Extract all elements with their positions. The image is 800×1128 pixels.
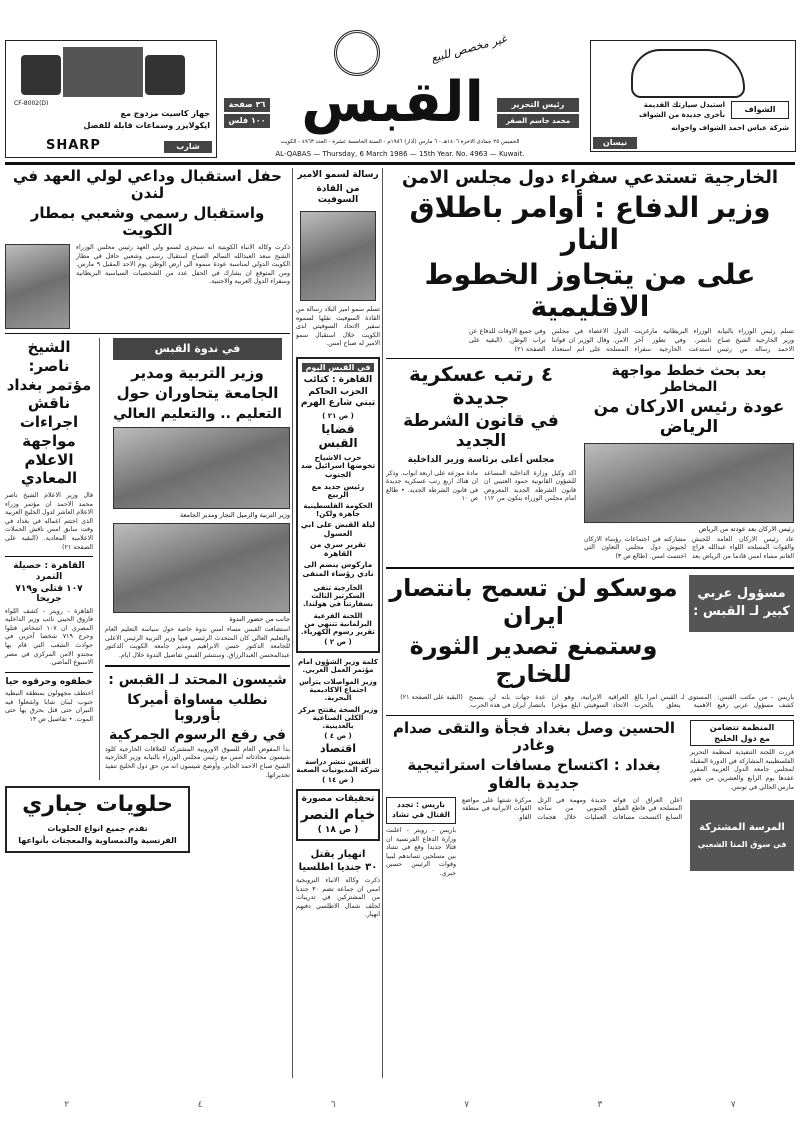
market-ad-title: المرسة المشتركة [699,822,785,834]
index-item: ( ص ٢ ) [324,637,352,646]
car-ad-line-1: استبدل سيارتك القديمة [643,101,725,109]
amir-photo [300,211,376,301]
police-headline-1[interactable]: ٤ رتب عسكرية جديدة [408,362,554,410]
sharp-logo: SHARP [46,138,101,153]
london-headline-2[interactable]: واستقبال رسمي وشعبي بمطار الكويت [30,203,265,239]
car-ad-company: شركة عباس احمد الشواف واخوانه [671,124,789,132]
nasser-headline[interactable]: الشيخ ناصر: مؤتمر بغداد ناقش اجراءات مواجهة الاعلام المعادي [6,338,92,488]
index-item[interactable]: اقتصاد [319,742,357,756]
market-ad-sub: في سوق المنا الشعبي [697,839,787,849]
page-footer [0,1100,800,1120]
index-column [296,357,380,653]
chad-box [386,797,456,824]
divider [5,333,290,334]
nissan-logo: نيسان [593,137,637,149]
left-narrow-column [5,338,93,724]
index-item[interactable]: القاهرة : كتائب الحزب الحاكم تبني شارع الهرم [300,375,376,409]
index-item[interactable]: القبس تنشر دراسة شركة المديونيات الصعبة [296,758,380,775]
index-item[interactable]: قضايا القبس [318,422,358,450]
lead-kicker: الخارجية تستدعي سفراء دول مجلس الامن [401,167,778,188]
hussein-headline-2[interactable]: بغداد : اكتساح مسافات استراتيجية جديدة بالفاو [407,756,661,792]
ad-line-1: جهاز كاسيت مزدوج مع [120,109,210,118]
lead-headline-2[interactable]: على من يتجاوز الخطوط الاقليمية [424,258,756,324]
amir-body: تسلم سمو امير البلاد رسالة من القادة السوفيت نقلها لسموه سفير الاتحاد السوفيتي لدى الكويت خلال استقبال سمو الامير له صباح امس. [296,306,380,348]
london-headline-1[interactable]: حفل استقبال وداعي لولي العهد في لندن [13,167,282,203]
org-body: قررت اللجنة التنفيذية لمنظمة التحرير الفلسطينية المشاركة في الدورة المقبلة لمجلس جامعة الدول العربية المقرر عقدها يوم الرابع والعشرين من شهر مارس الحالي في تونس. [690,749,794,791]
chief-headline-2[interactable]: عودة رئيس الاركان من الرياض [593,397,785,437]
kidnap-headline[interactable]: خطفوه وحرقوه حيا [5,676,93,687]
index-item: ( ص ١٨ ) [317,824,359,835]
sweets-ad-line-2: الفرنسية والنمساوية والمعجنات بأنواعها [18,835,177,845]
page-mark: ٣ [597,1100,603,1110]
seminar-headline-1[interactable]: وزير التربية ومدير الجامعة يتحاوران حول [116,364,279,402]
chad-headline-1: باريس : تجدد [397,799,445,809]
hussein-headline-1[interactable]: الحسين وصل بغداد فجأة والتقى صدام وغادر [393,718,675,755]
kidnap-body: اختطف مجهولون بمنطقة النبطية جنوب لبنان شابا واشعلوا فيه النيران حتى قتل بحرق بها حتى الموت. • تفاصيل ص ١٣ [5,690,93,723]
index-item: تحقيقات مصورة [301,794,375,805]
divider [5,556,93,557]
org-story [690,720,794,871]
chief-caption: رئيس الاركان بعد عودته من الرياض [698,524,794,533]
moscow-box-title: مسؤول عربي كبير لـ القبس : [693,586,790,620]
left-wide-column [99,338,290,780]
features-box[interactable] [296,789,380,841]
lead-body: تسلم رئيس الوزراء بالنيابة وزير الخارجية الشيخ صباح الاحمد رسالة من رئيس الوزراء البريطانية مارغريت تاتشر. وفي تطور آخر استدعت الخارجية سفراء الدول الاعضاء في مجلس الامن. وقال الوزير ان قواتنا المسلحة على اتم استعداد وفي جميع الاوقات للدفاع عن تراب الوطن. (البقية على الصفحة ٢١) [468,328,794,353]
index-item[interactable]: اللجنة الفرعية البرلمانية تنتهي من تقرير رسوم الكهرباء. [301,611,375,636]
price: ١٠٠ فلس [224,114,270,128]
police-headline-2[interactable]: في قانون الشرطة الجديد [403,411,559,451]
divider [386,358,794,359]
masthead-logo: القبس [301,70,484,135]
sweets-ad-line-1: تقدم جميع انواع الحلويات [47,823,148,833]
car-illustration [631,49,745,98]
column-rule [292,168,293,1078]
column-rule [382,168,383,1078]
chad-body: باريس - رويتر - اعلنت وزارة الدفاع الفرنسية ان قتالا جديدا وقع في تشاد بين مسلحين تساندهم ليبيا وقوات الرئيس حسين حبري. [386,827,456,878]
index-item: ( ص ٢١ ) [322,412,354,421]
seminar-photo-1 [113,427,290,509]
boombox-illustration [21,47,186,97]
today-tag: في القبس اليوم [302,363,374,372]
page-mark: ٤ [197,1100,203,1110]
dateline-arabic: الخميس ٢٥ جمادى الاخرة ١٤٠٦هـ - ٦ مارس (آذار) ١٩٨٦م - السنة الخامسة عشرة - العدد ٤٩٦٣ - الكويت [280,139,520,145]
sweets-ad-title: حلويات جباري [22,792,173,818]
amir-title-2: من القادة السوفيت [316,184,360,205]
cheysson-headline-1[interactable]: شيسون المحتد لـ القبس : [108,672,287,689]
ad-line-2: ايكولايزر وسماعات قابلة للفصل [83,121,210,130]
atlas-body: ذكرت وكالة الانباء النرويجية امس ان جماعة تضم ٣٠ جنديا من المشتركين في تدريبات لحلف شمال الاطلسي دفنهم انهيار. [296,876,380,919]
index-item[interactable]: حرب الاشباح تخوضها اسرائيل ضد الجنوب [300,452,376,479]
index-item[interactable]: الحكومة الفلسطينية جاهزة ولكن! [303,501,373,518]
chad-story [386,797,456,879]
slogan: غير مخصص للبيع [429,32,509,65]
page-mark: ٦ [330,1100,336,1110]
chief-headline-1[interactable]: بعد بحث خطط مواجهة المخاطر [611,363,767,396]
index-item[interactable]: تقرير سري من القاهرة [310,540,366,558]
seminar-kicker: في ندوة القبس [113,338,282,360]
index-item[interactable]: ماركوس ينضم الى نادي رؤساء المنفى [302,560,374,579]
index-item: ( ص ١٤ ) [322,776,354,785]
cheysson-headline-2[interactable]: نطلب مساواة أميركا بأوروبا [127,691,268,724]
divider [5,672,93,673]
moscow-headline-2[interactable]: وستمنع تصدير الثورة للخارج [409,632,658,689]
chief-body: عاد رئيس الاركان العامة للجيش والقوات المسلحة اللواء عبدالله فراج الغانم مساء امس قادما من الرياض بعد مشاركته في اجتماعات رؤساء الاركان لجيوش دول مجلس التعاون التي اختتمت امس. (طالع ص ٣) [584,535,794,560]
index-item[interactable]: ليلة القبض على ابي العسول [300,519,376,538]
sharp-arabic-logo: شارب [164,141,212,153]
shawaf-logo: الشواف [731,101,789,119]
right-region [386,168,794,879]
center-column [296,170,380,920]
seminar-headline-2[interactable]: التعليم .. والتعليم العالي [113,406,282,422]
lead-headline-1[interactable]: وزير الدفاع : أوامر باطلاق النار [409,190,771,256]
hussein-story [386,720,682,879]
divider [386,567,794,569]
masthead-rule [5,162,795,165]
market-ad[interactable] [690,800,794,871]
page-mark: ٧ [464,1100,470,1110]
london-body: ذكرت وكالة الانباء الكويتية انه سيجرى لسمو ولي العهد رئيس مجلس الوزراء الشيخ سعد العبدالله السالم الصباح استقبال رسمي وشعبي حافل في مطار الكويت الدولي لمناسبة عودة سموه الى ارض الوطن يوم الاحد المقبل ٩ مارس. ومن المتوقع ان يشارك في الحفل عدد من الشخصيات السياسية البريطانية وسفراء الدول العربية والاجنبية. [76,244,290,286]
seminar-caption-2: جانب من حضور الندوة [229,615,290,624]
chad-headline-2: القتال في تشاد [391,810,450,820]
model-number: CF-8002(D) [14,100,49,107]
index-item[interactable]: وزير الصحة يفتتح مركز الكلى الصناعية بالعدينية. [298,706,378,731]
cairo-body: القاهرة - رويتر - كشف اللواء فاروق الحيني نائب وزير الداخلية المصري ان ١٠٧ اشخاص قتلوا وجرح ٧١٩ شخصا آخرين في حوادث الشغب التي قام بها مجندو الامن المركزي في مصر الاسبوع الماضي. [5,607,93,667]
seminar-photo-2 [113,523,290,613]
page-mark: ٢ [64,1100,70,1110]
moscow-headlines [386,575,681,688]
org-headline-1: المنظمة تتضامن [709,722,775,732]
page-mark: ٧ [730,1100,736,1110]
cairo-headline-1[interactable]: القاهرة : حصيلة التمرد [13,561,85,582]
atlas-headline-1[interactable]: انهيار يقتل [310,848,366,860]
chief-story [584,363,794,561]
chief-photo [584,443,794,523]
sweets-ad[interactable] [5,786,190,853]
index-item[interactable]: كلمة وزير الشؤون امام مؤتمر العمل العربي. [298,658,378,675]
atlas-headline-2[interactable]: ٣٠ جنديا اطلسيا [298,862,378,874]
moscow-body: باريس - من مكتب القبس: كشف مسؤول عربي رفيع المستوى لـ القبس امرا بالغ الاهمية يتعلق بالحرب العراقية الايرانية، وهو ان الاتحاد السوفيتي ابلغ مؤخرا عدة جهات بانه لن يسمح بانتصار ايران في هذه الحرب. (البقية على الصفحة ٢١) [400,693,794,710]
page-count: ٣٦ صفحة [224,98,270,112]
car-ad-line-2: بأخرى جديدة من الشواف [639,111,725,119]
cheysson-body: بدأ المفوض العام للسوق الاوروبية المشتركة للعلاقات الخارجية كلود شيسون محادثاته امس مع رئيس مجلس الوزراء بالنيابة وزير الخارجية الشيخ صباح الاحمد الجابر. وأوضح شيسون انه من حق دول الخليج تنفيذ تحذيراتها. [105,745,290,779]
police-story [386,363,576,504]
amir-title-1: رسالة لسمو الامير [297,170,379,180]
nasser-body: قال وزير الاعلام الشيخ ناصر محمد الاحمد ان مؤتمر وزراء الاعلام العاشر لدول الخليج العربية الذي اختتم اعماله في بغداد في وقت سابق امس ناقش الحملات الاعلامية المعادية. (البقية على الصفحة ٢١) [5,492,93,551]
index-column-2 [296,658,380,784]
moscow-headline-1[interactable]: موسكو لن تسمح بانتصار ايران [389,574,678,630]
index-item[interactable]: الخارجية تنفي السكرتير الثالث بسفارتنا في هولندا. [303,583,373,608]
cairo-headline-2[interactable]: ١٠٧ قتلى و٧١٩ جريحا [15,583,83,605]
index-item: خيام النصر [300,806,376,823]
car-ad[interactable] [590,40,796,152]
divider [386,715,794,716]
index-item: ( ص ٤ ) [324,732,352,741]
crown-prince-photo [5,244,70,329]
police-body: اكد وكيل وزارة الداخلية المساعد للشؤون القانونية حمود العتيبي ان قانون الشرطة الجديد المعروض امام مجلس الوزراء يتكون من ١١٢ مادة موزعة على اربعة ابواب. وذكر ان هناك اربع رتب عسكرية جديدة في قانون الشرطة الجديد. • طالع ص ١٠ [386,469,576,503]
index-item[interactable]: رئيس جديد مع الربيع [311,481,365,500]
dateline-english: AL-QABAS — Thursday, 6 March 1986 — 15th Year. No. 4963 — Kuwait. [275,150,525,158]
left-region [5,168,290,853]
cheysson-headline-3[interactable]: في رفع الرسوم الجمركية [109,726,286,743]
editor-name: محمد جاسم الصقر [497,114,579,128]
editor-label: رئيس التحرير [497,98,579,112]
org-box [690,720,794,746]
seminar-body: استضافت القبس مساء امس ندوة خاصة حول سياسة التعليم العام والتعليم العالي كان المتحدث الرئيسي فيها وزير التربية الرئيس الاعلى للجامعة الدكتور حسن الابراهيم ومدير جامعة الكويت الدكتور عبدالمحسن العبدالرزاق. وستنشر القبس تفاصيل الندوة خلال ايام. [105,626,290,659]
hussein-body: اعلن العراق ان قواته المسلحة في قاطع الفيلق السابع اكتسحت مسافات جديدة ومهمة في الرتل الجنوبي من ساحة العمليات خلال هجمات مركزة شنتها على مواضع القوات الايرانية في منطقة الفاو. [462,796,682,822]
seminar-caption-1: وزير التربية والزميل النجار ومدير الجامعة [179,511,290,520]
org-headline-2: مع دول الخليج [714,734,770,744]
moscow-box [689,575,794,631]
index-item[interactable]: وزير المواصلات يترأس اجتماع الاكاديمية البحرية. [299,678,377,703]
police-subhead: مجلس أعلى برئاسة وزير الداخلية [407,455,555,466]
divider [105,665,290,667]
